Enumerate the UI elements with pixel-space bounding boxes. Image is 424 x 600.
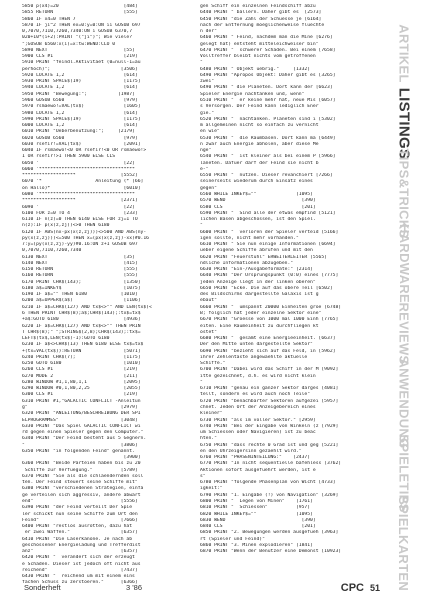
section-sidebar [380, 0, 424, 600]
listing-line: Schiffe." [200, 361, 226, 367]
listing-line: ostet" [200, 329, 217, 335]
section-tab-label: LISTINGS [395, 87, 413, 159]
listing-line: 6630 PRINT "Ein-/Ausgabeformate:" [2314] [200, 267, 313, 273]
listing-line: reichend" [7437] [22, 567, 138, 573]
listing-line: geschossener Energieladung und Trefferdist [22, 542, 141, 548]
listing-line: 6600 PRINT " verloren der Spieler verteid [5166] [200, 229, 339, 235]
listing-line: 6810 PRINT " Schiessen" [957] [200, 505, 311, 511]
listing-line: 6660 PRINT " umspannt 20000 Einheiten groe [6748] [200, 304, 342, 310]
footer-brand [341, 582, 380, 594]
listing-line: 6090 ' [22] [22, 204, 135, 210]
listing-line: " [200, 223, 203, 229]
listing-line: Volltreffer bleibt nichts vom getroffenen [200, 54, 316, 60]
listing-line: [3900] [22, 455, 141, 461]
listing-line: 6430 PRINT " reichend um mit einem eins [22, 574, 135, 580]
listing-line: fachen Schuss zu zerstoeren." [6366] [22, 580, 138, 586]
listing-line: g" [2979] [22, 405, 138, 410]
listing-line: 6260 CLS #1 [219] [22, 367, 138, 373]
listing-line: 6570 WEND [390] [200, 198, 316, 204]
listing-line: 6240 PRINT CHR$(7); [1175] [22, 354, 141, 360]
listing-line: 6520 PRINT " nachtanken. Planeten sind i [5302] [200, 116, 336, 122]
listing-line: 5920 LOCATE 1,2 [614] [22, 72, 138, 78]
listing-line: 6200 a$=UPPER$(a$) [1106] [22, 298, 141, 304]
listing-line: eiten. Eine Raumeinheit zu durchfliegen kt [200, 323, 319, 329]
listing-line: Feind" [7666] [22, 517, 138, 523]
listing-line: e Schaden. Dieser ist jedoch oft nicht aus [22, 561, 141, 567]
listing-line: n(z):IF p(x(z,zj))<>0 THEN 6180 [22, 223, 110, 229]
listing-line: 6180 a$=INKEY$ [1075] [22, 285, 141, 291]
listing-line: 6550 PRINT " nutzen. Dieser revanchiert [7266] [200, 173, 333, 179]
listing-line: 6690 PRINT "bezieht sich auf das Feld, in [5962] [200, 348, 336, 354]
listing-line: T CHR$(8);" ";STRING$(2,8);CHR$(143);:tx$= [22, 329, 141, 335]
listing-line: 6440 PRINT " ballern. Daher gibt es [2573] [200, 10, 322, 16]
listing-line: " [200, 60, 203, 66]
section-tab-hardware [386, 223, 422, 303]
listing-line: igen sollte, nicht mehr vorhanden." [200, 235, 299, 241]
listing-line: itte gezeichnet, d.h. es wird nicht klein [200, 373, 316, 379]
listing-line: 6010 PRINT "Ueberbenutzung:"; [2179] [22, 129, 135, 135]
listing-line: 6230 IF a$<>CHR$(13) THEN 6180 ELSE tx$=tx$ [22, 342, 144, 348]
listing-line: ge verteilen sich aggressiv, andere abwart [22, 492, 141, 498]
listing-line: 6460 PRINT " Feind, nachdem man die Mine [6276] [200, 35, 333, 41]
section-tab-label: ARTIKEL [396, 23, 412, 83]
listing-line: 6470 PRINT " schwerer Schaden. Bei einem [7658] [200, 47, 336, 53]
listing-line: 6720 PRINT "benachbarter Sektoren aufgezei [5957] [200, 398, 339, 404]
section-tab-label: TIPS&TRICKS [396, 148, 412, 238]
listing-line: s" [200, 473, 206, 479]
section-tab-label: SPIELETIPS [396, 433, 412, 513]
listing-line: 020+10*(i+2):PRINT "("ji")"; Wie viele? [22, 35, 133, 41]
listing-line: rd gegen einen Spieler gegen den Computer." [22, 430, 144, 436]
listing-line: " [3806] [22, 442, 138, 448]
listing-line: 6760 PRINT "PHASENINTEILUNG:" [2437] [200, 455, 311, 461]
listing-line: 6680 PRINT " gesamt eine Energieeinheit. [6637] [200, 336, 336, 342]
listing-line: 6190 IF a$="" THEN 6180 [1010] [22, 292, 138, 298]
listing-line: 6610 PRINT " Sie nun einige Informationen [6694] [200, 242, 336, 248]
listing-line: 5890 NEXT [55] [22, 47, 135, 53]
listing-line: 6280 WINDOW #1,1,80,1,1 [2095] [22, 379, 141, 385]
listing-line: 6000 LOCATE 1,2 [614] [22, 123, 138, 129]
listing-line: 6480 PRINT " Objekt uebrig." [1332] [200, 66, 311, 72]
listing-line: 6420 PRINT " verandert sich der erzeugt [22, 555, 135, 561]
listing-line: tellt, sondern es wird auch noch Teile" [200, 392, 311, 398]
listing-line: 6360 PRINT "Beide Parteien haben bis zu 20 [22, 461, 141, 467]
listing-line: n der" [200, 29, 217, 35]
listing-line: gen Schiff ein einzelnen Feindschiff abzu [200, 4, 316, 9]
listing-line: 6160 RETURN [555] [22, 273, 138, 279]
listing-line: 6030 rsefir!=VAL(tx$) [2091] [22, 141, 141, 147]
listing-line: 6780 PRINT "folgende Phasenplan von Wicht [4733] [200, 480, 336, 486]
listing-line: 6310 PRINT #1,"GALACTIC CONFLICT -Anleitun [22, 398, 141, 404]
listing-line: seinerseits wiederum durch Einsatz eines [200, 179, 313, 185]
listing-line: 5990 PRINT SPACE$(19) [1175] [22, 116, 141, 122]
listing-line: 5950 PRINT "Bewegung:"; [1987] [22, 91, 135, 97]
page-footer [22, 580, 380, 594]
listing-line: 6300 CLS #1 [219] [22, 392, 138, 398]
listing-line: 6700 PRINT "Dabei wird das Schiff in der M [9092] [200, 367, 339, 373]
listing-line: 6040 IF rsmaewo!<0 OR rsefir!<0 OR rsmaewo!> [22, 148, 147, 154]
listing-line: 6330 PRINT "Das Spiel GALACTIC CONFLICT wi [22, 423, 141, 429]
listing-line: on Hallo)* [6010] [22, 185, 141, 191]
listing-line: 6390 PRINT "der Feind verteilt Der Spie [22, 505, 133, 511]
listing-line: +a$:GOTO 6180 [4936] [22, 317, 141, 323]
listing-line: 5960 GOSUB 6560 [979] [22, 97, 138, 103]
listing-line: 6490 PRINT "Apropos Objekt: Daher gibt es [3265] [200, 72, 336, 78]
listing-line: 6340 PRINT "Der Feind besteht aus 5 Gegnern. [22, 436, 147, 442]
listing-line: zwei" [200, 79, 215, 85]
listing-line: 5855 RETURN [555] [22, 10, 138, 16]
listing-line: 6380 PRINT "verschiedenen Strategien, einfa [22, 486, 144, 492]
listing-line: ler schickt nun seine Schiffe zum Ort den [22, 511, 138, 517]
listing-line: 5940 LOCATE 1,2 [614] [22, 85, 138, 91]
listing-line: 6100 FOR z=0 TO 4 [233] [22, 210, 138, 216]
section-tabs [386, 18, 422, 591]
listing-line: 6750 PRINT "dass rechte 0 Grad ist und geg [5221] [200, 442, 339, 448]
listing-line: 6350 PRINT "in folgenden Feind" genannt. [22, 448, 135, 454]
listing-line: Spieler Energie nachtanken und, wenn" [200, 91, 305, 97]
listing-line: 6410 PRINT "Die Laserkanone. Je nach ab [22, 536, 133, 542]
listing-line: igkeit:" [200, 486, 223, 492]
listing-line: 6210 IF a$=CHR$(127) AND tx$<>"" AND LEN(tx$)< [22, 304, 152, 310]
listing-line: 6820 WHILE INKEY$="" [1095] [200, 511, 313, 517]
listing-line: Schiffe zur Verfuegung." [5789] [22, 467, 138, 473]
listing-line: 6140 NEXT [415] [22, 260, 138, 266]
listing-column-right [200, 4, 376, 555]
listing-line: ueber eigene Schiffe abrufen und mit den [200, 248, 313, 254]
listing-line: ******************* [5552] [22, 173, 138, 179]
listing-line: 6170 PRINT CHR$(143); [1350] [22, 279, 141, 285]
section-tab-artikel [386, 18, 422, 88]
listing-line: 6220 IF a$=CHR$(127) AND tx$<>"" THEN PRIN [22, 323, 141, 329]
listing-line: 6560 WHILE INKEY$="" [1095] [200, 191, 313, 197]
listing-line: " [200, 379, 203, 385]
listing-line: B; folglich hat jeder einzelne Sektor eine" [200, 311, 322, 317]
listing-line: 6870 PRINT "Wenn der Benutzer eine Demonst [10923] [200, 549, 342, 555]
listing-line: py(x(z,zj)))<=500 THEN x=(px(x(z,zj)-xx)#0.16 [22, 235, 149, 241]
section-tab-spielkarten [386, 495, 422, 591]
section-tab-label: REVIEWS [396, 301, 412, 365]
listing-line: 5980 LOCATE 1,2 [614] [22, 110, 138, 116]
footer-edition: Sonderheft [24, 583, 61, 592]
listing-line: ";GOSUB 6560:x(i)=x:tw:WEND:CLO 0 [22, 41, 116, 47]
listing-line: ihrer Zehlentaste angewaehlte aktuelle [200, 354, 308, 360]
section-tab-label: HARDWARE [396, 223, 412, 303]
listing-line: 6290 WINDOW #0,1,80,2,25 [2055] [22, 386, 141, 392]
listing-line: 6730 PRINT "als im voller Sektor." [2959] [200, 417, 316, 423]
listing-line: 6650 PRINT "Ecke. Die auf das obere Teil [6502] [200, 285, 333, 291]
listing-line: 6020 GOSUB 6560 [979] [22, 135, 138, 141]
section-tab-listings [386, 88, 422, 158]
listing-line: 6740 PRINT "Bei der Eingabe von Winkeln (z [7929] [200, 423, 339, 429]
section-tab-label: SPIELKARTEN [396, 495, 412, 591]
listing-line: 5850 p(x4)=20 [484] [22, 4, 138, 9]
listing-line: 6830 WEND [390] [200, 517, 316, 523]
listing-line: hten." [200, 436, 217, 442]
listing-line: er zwei Waffen." [6357] [22, 530, 138, 536]
listing-column-left [22, 4, 200, 587]
listing-line: 6060 '********************************** [22, 166, 135, 172]
listing-line: 6770 PRINT "In nicht sequentielle bafehless [3762] [200, 461, 342, 467]
listing-line: 6400 PRINT "restlos ausrotten, dazu hat [22, 524, 133, 530]
listing-line: Aktionen sofort ausgefuehrt werden, ist e [200, 467, 316, 473]
section-tab-label: ANWENDUNG [396, 357, 412, 449]
listing-line: 6450 PRINT "die Zahl der Schuesse je [6164] [200, 16, 322, 22]
listing-line: s Versorgen. Der Feind kann lediglich Ener [200, 104, 319, 110]
listing-line: LEFT$(tx$,LEN(tx$)-1):GOTO 6180 [22, 336, 110, 342]
listing-line: 6080 '********************************** [22, 191, 135, 197]
listing-line: 6670 PRINT "Groesse von 1000 mal 1000 Einh [7765] [200, 317, 339, 323]
listing-line: en den Uhrzeigersinn gezaehlt wird." [200, 448, 302, 454]
listing-line: lichen Basen abgeschossen, ist den Spiel. [200, 217, 316, 223]
listing-line: 6150 RETURN [555] [22, 267, 138, 273]
listing-line: 6320 PRINT "ANLEITUNG/BESCHREIBUNG DER SPI [22, 411, 141, 417]
listing-line: 6110 IF n(z)=0 THEN 6140 ELSE FOR zj=1 TO [22, 217, 138, 223]
listing-line: gegen" [200, 185, 217, 191]
listing-line: 6370 PRINT "Sie als die schlaendernden soll [22, 473, 144, 479]
listing-line: ndliche Informationen abzugeben." [200, 260, 294, 266]
listing-line: kleiner" [200, 411, 223, 417]
listing-line: 6790 PRINT "1. Eingabe (!) von Navigation" [3269] [200, 492, 339, 498]
listing-line: 6530 PRINT " die Raumbasen. Dort kann ma [6449] [200, 135, 336, 141]
footer-page-number: 51 [369, 583, 380, 593]
listing-line: +(tx=VAL(tx$)):RETURN [5071] [22, 348, 141, 354]
listing-line: chnet. Jeden Ort der Anzeigebereich eines [200, 405, 316, 410]
listing-line: 6590 PRINT " Sind alle der etwas empfind [5121] [200, 210, 336, 216]
listing-line: nach der Entfernung moeglichenweise fluechte [200, 22, 325, 28]
listing-line: ******************* [2371] [22, 198, 138, 204]
listing-line: 6120 IF ABS(nx-px(x(z,zj)))<>500 AND ABS(ny- [22, 229, 147, 235]
footer-magazine: CPC [340, 582, 364, 594]
listing-line: 6130 NEXT [35] [22, 254, 135, 260]
listing-line: 6490 PRINT " die Planeten. Dort kann der [6623] [200, 85, 333, 91]
listing-line: anz" [6357] [22, 549, 138, 555]
listing-line: 5910 PRINT "feindl.Aktivitaet (0=null-1=au [22, 60, 141, 66]
listing-line: Der den Mitte unten dargestellte Sektor" [200, 342, 313, 348]
listing-line: 5930 PRINT SPACE$(19) [1175] [22, 79, 141, 85]
listing-line: 6270 MODE 2 [211] [22, 373, 138, 379]
listing-line: 6070 '* Anleitung (* [66] [22, 179, 144, 185]
listing-line: e-" [200, 166, 209, 172]
listing-line: 5870 IF ji^2 THEN ex=0:y=0:ON ii GOSUB 697 [22, 22, 141, 28]
listing-line: end" [5556] [22, 498, 138, 504]
listing-line: 6510 PRINT " er keine mehr hat, neue Mis [6057] [200, 97, 336, 103]
listing-line: des Bildschirms dargestellte Galaxis ist g [200, 292, 319, 298]
listing-line: m allgemeinen nicht so einfach zu vernicht [200, 123, 319, 129]
listing-line: 7:y=(py(x(z,zj)-yy)#0.16:ON z+1 GOSUB 697 [22, 242, 138, 248]
listing-line: 5970 rsmaewo!=VAL(tx$) [1605] [22, 104, 141, 110]
listing-line: laneten. Dafuer darf der Feind sie nicht b [200, 160, 319, 166]
listing-line: 0,7070,7110,7260,7340:ON i GOSUB 6370,7 [22, 29, 133, 35]
footer-issue: 3 '86 [126, 583, 143, 592]
listing-line: 5860 IF x4=0 THEN 7 [22, 16, 76, 22]
listing-line: 6850 PRINT "2. Bewegungen werden ausgefueh [3963] [200, 530, 339, 536]
listing-line: jeden Anzeige liegt in der linken oberen" [200, 279, 316, 285]
listing-line: um Schiessen oder Navigieren) ist zu beac [200, 430, 316, 436]
listing-line: 5900 CLS #1 [219] [22, 54, 138, 60]
listing-line: ELPROGRAMMES" [3048] [22, 417, 138, 423]
listing-line: 6620 PRINT "Feuerstuhl" ERWEITERLEITER [5565] [200, 254, 327, 260]
section-tab-tips-tricks [386, 148, 422, 238]
listing-line: 6050 ' [22] [22, 160, 135, 166]
listing-line: 1 OR rsefir!>1 THEN 5900 ELSE CLS [22, 154, 116, 160]
listing-line: en wie" [200, 129, 220, 135]
listing-line: 6800 PRINT " Legen von Minen" [1761] [200, 498, 313, 504]
listing-line: 6840 CLS [201] [200, 524, 316, 530]
listing-line: nge" [200, 148, 212, 154]
listing-line: 6640 PRINT "Der Ursprungspunkt (0:0) eines [7775] [200, 273, 339, 279]
listing-line: ten. Der Feind steuert seine Schiffe mit" [22, 480, 138, 486]
listing-line: n zwar auch Energie abholen, aber diese Me [200, 141, 319, 147]
listing-line: ebaut" [200, 298, 217, 304]
listing-line: 6580 CLS [201] [200, 204, 316, 210]
listing-line: 6710 PRINT "genau ein ganzer Sektor darges [4081] [200, 386, 339, 392]
listing-line: perhoch)"; [3506] [22, 66, 138, 72]
listing-line: gelegt hat) entsteht mitteleichweiser bin" [200, 41, 319, 47]
listing-line: rt (Spieler und Feind)" [200, 536, 265, 542]
listing-line: 6250 GOTO 6180 [1010] [22, 361, 141, 367]
listing-line: 6 THEN PRINT CHR$(8);a$;CHR$(143);:tx$=tx$ [22, 311, 141, 317]
listing-line: gie." [200, 110, 215, 116]
listing-line: 0,7070,7110,7260,7340 [22, 248, 82, 254]
listing-line: 6860 PRINT "3. Minen explodieren" [1841] [200, 542, 313, 548]
section-tab-anwendung [386, 357, 422, 449]
listing-line: 6540 PRINT " ist kleiner als bei einem P [5966] [200, 154, 336, 160]
